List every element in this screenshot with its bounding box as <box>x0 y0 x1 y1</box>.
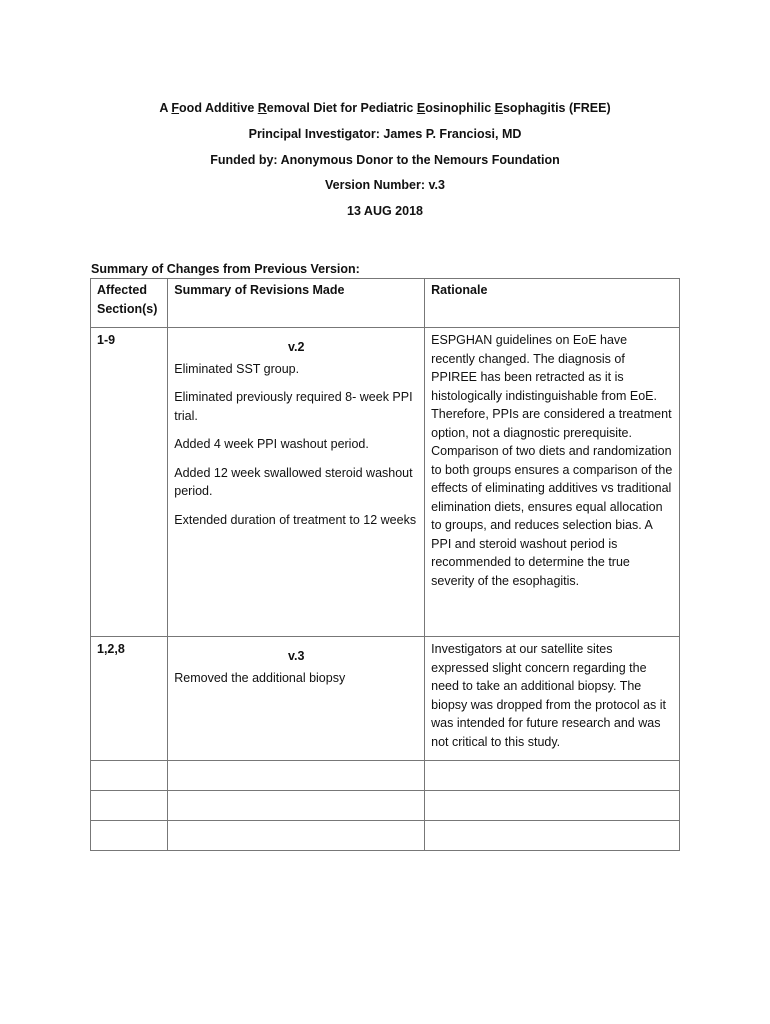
title-part: ood Additive <box>179 101 258 115</box>
rationale-cell <box>425 328 680 637</box>
title-part: E <box>416 101 426 115</box>
revision-item: Extended duration of treatment to 12 weeks <box>174 512 417 527</box>
title-part: sophagitis (FREE) <box>502 101 611 115</box>
funding-line: Funded by: Anonymous Donor to the Nemours Foundation <box>210 153 560 167</box>
empty-row <box>91 791 680 821</box>
rationale-text: ESPGHAN guidelines on EoE have recently changed. The diagnosis of PPIREE has been retracted as it is histologically indistinguishable from EoE. Therefore, PPIs are considered a treatment option, not a diagnostic prerequisite. Comparison of two diets and randomization to both groups ensures a comparison of the effects of eliminating additives vs traditional elimination diets, ensures equal allocation to groups, and reduces selection bias. A PPI and steroid washout period is recommended to determine the true severity of the esophagitis. <box>431 333 673 588</box>
title-part: emoval Diet for Pediatric <box>266 101 417 115</box>
empty-cell <box>168 791 425 821</box>
principal-investigator: Principal Investigator: James P. Franciosi, MD <box>248 127 522 141</box>
revision-item: Removed the additional biopsy <box>174 670 346 685</box>
table-row <box>91 637 680 761</box>
empty-cell <box>425 791 680 821</box>
empty-cell <box>425 821 680 851</box>
changes-table <box>90 278 680 851</box>
rationale-text: Investigators at our satellite sites expressed slight concern regarding the need to take an additional biopsy. The biopsy was dropped from the protocol as it was intended for future research and was not critical to this study. <box>431 642 667 749</box>
summary-heading: Summary of Changes from Previous Version: <box>91 262 360 276</box>
revision-item: Eliminated previously required 8- week PPI trial. <box>174 390 413 423</box>
revision-item: Added 4 week PPI washout period. <box>174 437 369 451</box>
empty-cell <box>91 761 168 791</box>
title-part: E <box>494 101 503 115</box>
title-part: A <box>159 101 172 115</box>
title-part: F <box>171 101 180 115</box>
version-number: Version Number: v.3 <box>325 178 445 192</box>
column-header-sections: Affected Section(s) <box>91 279 168 328</box>
empty-cell <box>168 761 425 791</box>
revisions-cell <box>168 637 425 761</box>
revision-item: Eliminated SST group. <box>174 361 300 376</box>
document-date: 13 AUG 2018 <box>347 204 423 218</box>
affected-sections-cell: 1-9 <box>91 328 168 637</box>
title-part: R <box>257 101 267 115</box>
title-part: osinophilic <box>425 101 495 115</box>
empty-cell <box>168 821 425 851</box>
empty-row <box>91 761 680 791</box>
revisions-cell <box>168 328 425 637</box>
affected-sections-cell: 1,2,8 <box>91 637 168 761</box>
table-header-row <box>91 279 680 328</box>
version-label: v.2 <box>287 340 305 354</box>
column-header-rationale: Rationale <box>425 279 680 328</box>
version-label: v.3 <box>287 649 305 663</box>
column-header-revisions: Summary of Revisions Made <box>168 279 425 328</box>
empty-cell <box>91 821 168 851</box>
table-row <box>91 328 680 637</box>
document-title <box>0 101 770 115</box>
empty-cell <box>91 791 168 821</box>
revision-item: Added 12 week swallowed steroid washout period. <box>174 465 413 498</box>
empty-cell <box>425 761 680 791</box>
empty-row <box>91 821 680 851</box>
rationale-cell <box>425 637 680 761</box>
